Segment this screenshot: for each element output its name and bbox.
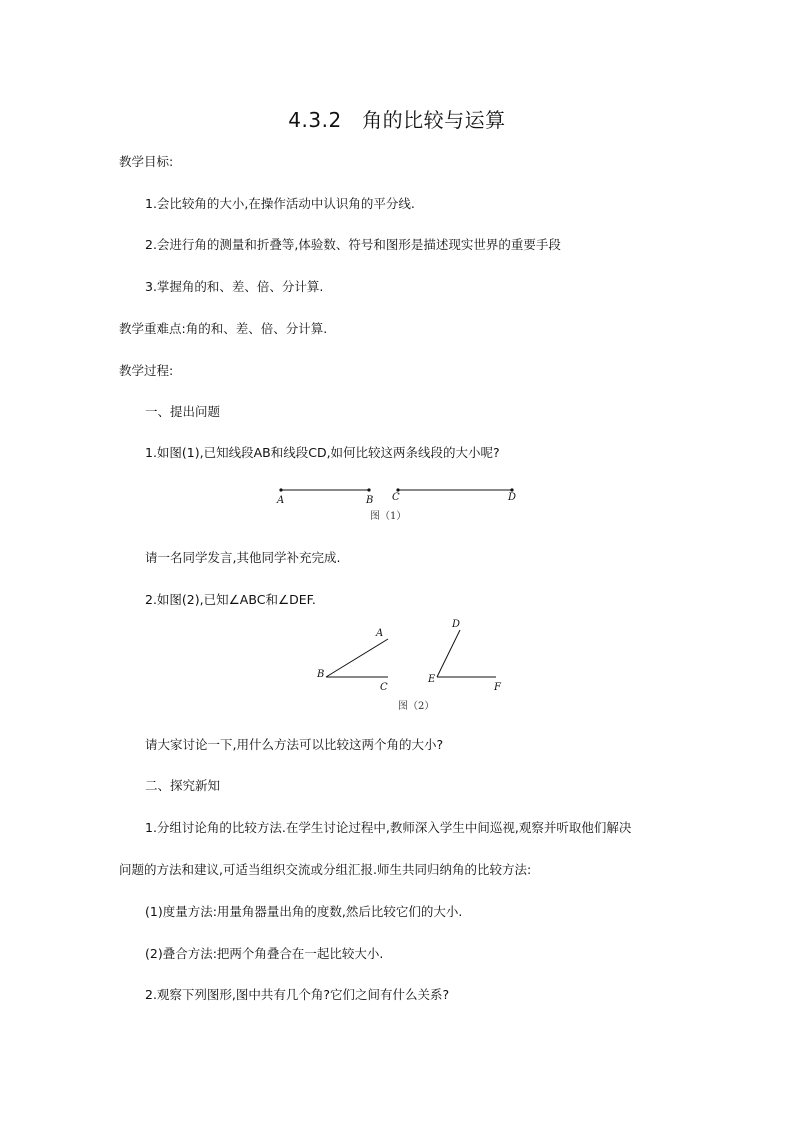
label-b: B (366, 495, 374, 506)
question-2: 2.如图(2),已知∠ABC和∠DEF. (145, 592, 316, 607)
figure-1-caption: 图（1） (370, 511, 407, 522)
goals-heading: 教学目标: (119, 154, 174, 169)
figure-2-caption: 图（2） (398, 701, 435, 712)
section1-heading: 一、提出问题 (145, 404, 221, 419)
method-2: (2)叠合方法:把两个角叠合在一起比较大小. (145, 946, 384, 961)
method-1: (1)度量方法:用量角器量出角的度数,然后比较它们的大小. (145, 904, 463, 919)
label-angle-b: B (317, 669, 325, 680)
label-d: D (508, 492, 517, 503)
label-angle-a: A (376, 628, 384, 639)
goal-item-3: 3.掌握角的和、差、倍、分计算. (145, 279, 324, 294)
goal-item-1: 1.会比较角的大小,在操作活动中认识角的平分线. (145, 196, 415, 211)
question-1: 1.如图(1),已知线段AB和线段CD,如何比较这两条线段的大小呢? (145, 445, 500, 460)
process-heading: 教学过程: (119, 363, 174, 378)
page-title: 4.3.2 角的比较与运算 (288, 108, 506, 132)
ray-ba (326, 639, 388, 677)
key-points: 教学重难点:角的和、差、倍、分计算. (119, 321, 328, 336)
goal-item-2: 2.会进行角的测量和折叠等,体验数、符号和图形是描述现实世界的重要手段 (145, 237, 561, 252)
question-2-note: 请大家讨论一下,用什么方法可以比较这两个角的大小? (145, 737, 444, 752)
label-angle-d: D (452, 619, 461, 630)
label-angle-e: E (428, 674, 436, 685)
label-c: C (392, 492, 400, 503)
label-angle-f: F (494, 682, 501, 693)
paragraph-1-line-1: 1.分组讨论角的比较方法.在学生讨论过程中,教师深入学生中间巡视,观察并听取他们解决 (145, 820, 632, 835)
question-3: 2.观察下列图形,图中共有几个角?它们之间有什么关系? (145, 987, 450, 1002)
paragraph-1-line-2: 问题的方法和建议,可适当组织交流或分组汇报.师生共同归纳角的比较方法: (119, 862, 532, 877)
section2-heading: 二、探究新知 (145, 778, 221, 793)
label-a: A (277, 495, 285, 506)
question-1-note: 请一名同学发言,其他同学补充完成. (145, 550, 341, 565)
ray-ed (437, 630, 460, 677)
label-angle-c: C (380, 682, 388, 693)
